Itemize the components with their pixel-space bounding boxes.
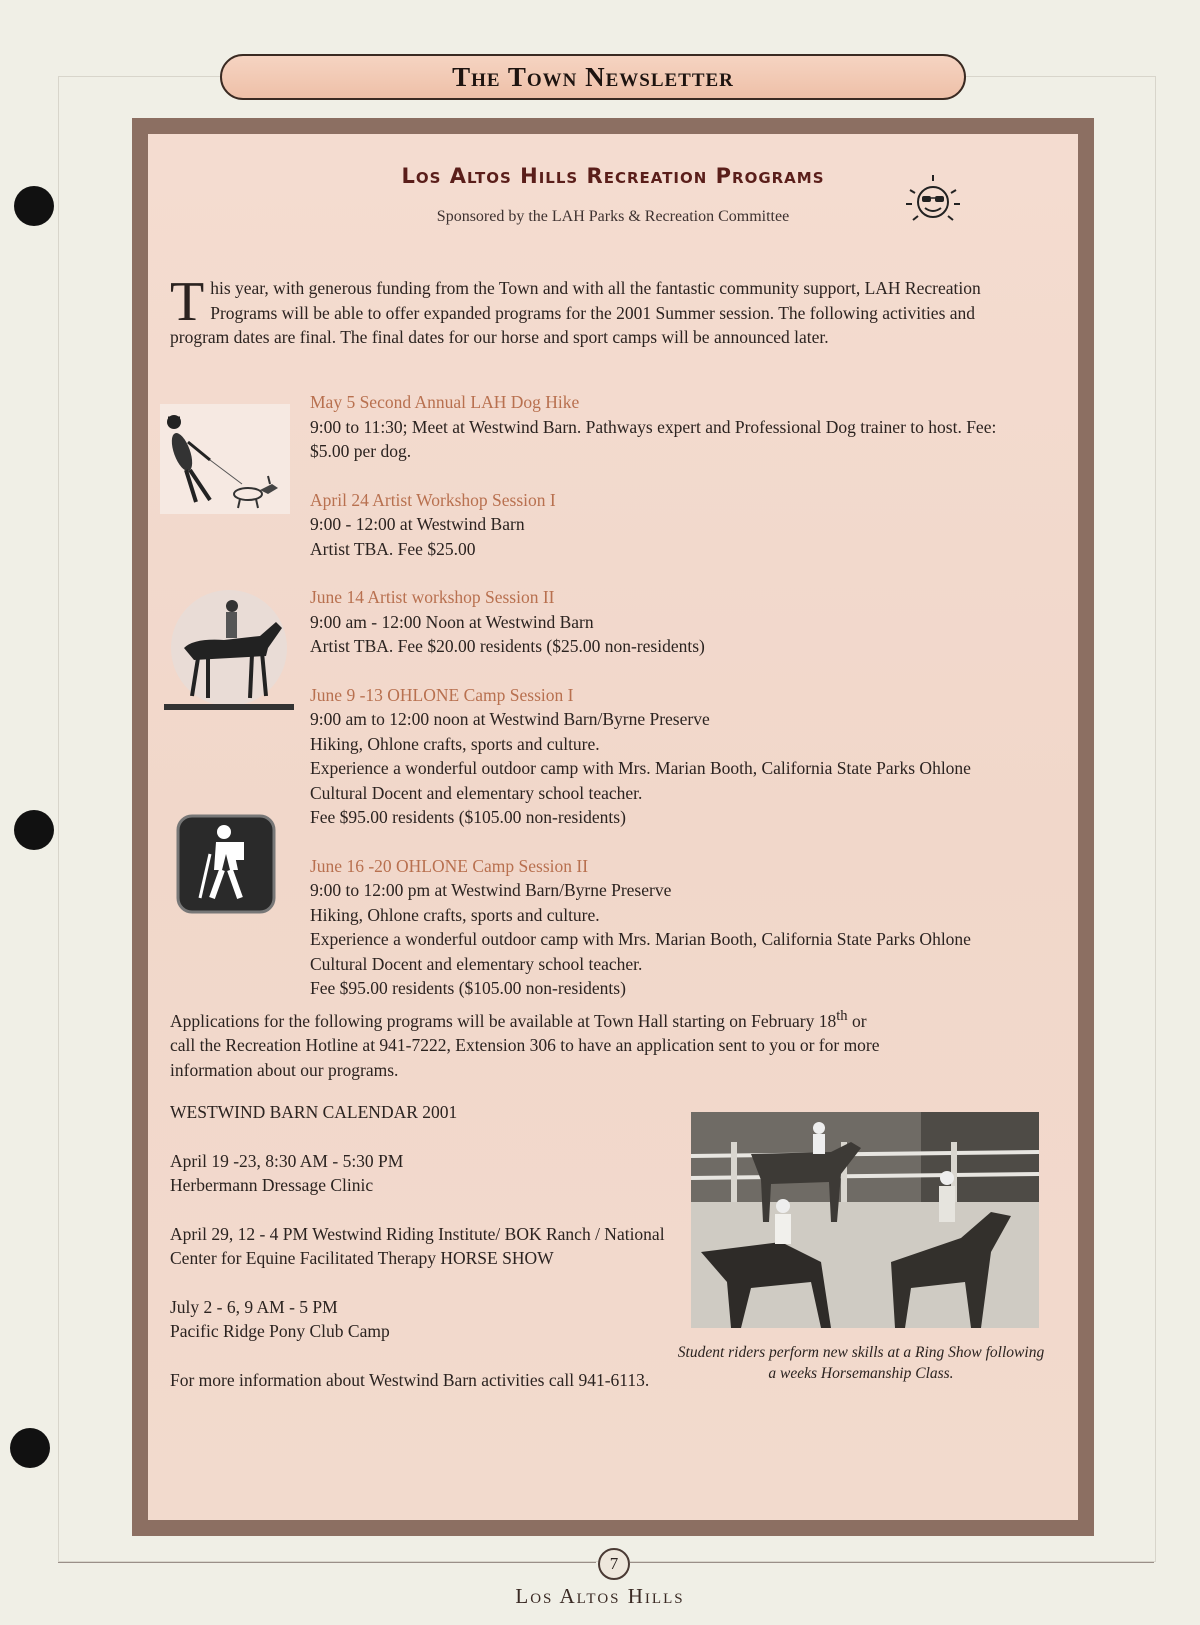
event-detail: Hiking, Ohlone crafts, sports and culture. xyxy=(310,733,600,754)
event-detail: 9:00 - 12:00 at Westwind Barn xyxy=(310,514,525,534)
calendar-entry-date: April 19 -23, 8:30 AM - 5:30 PM xyxy=(170,1150,404,1171)
applications-text-before: Applications for the following programs will be available at Town Hall starting on February 18 xyxy=(170,1010,837,1031)
box-title: Los Altos Hills Recreation Programs xyxy=(401,164,825,188)
event-detail: Artist TBA. Fee $20.00 residents ($25.00 non-residents) xyxy=(310,636,705,656)
event-heading: May 5 Second Annual LAH Dog Hike xyxy=(310,392,580,412)
calendar-title: WESTWIND BARN CALENDAR 2001 xyxy=(170,1102,458,1122)
event-item xyxy=(310,390,1030,464)
binder-hole-bottom xyxy=(10,1428,50,1468)
calendar-more-info: For more information about Westwind Barn activities call 941-6113. xyxy=(170,1369,650,1390)
event-heading: June 9 -13 OHLONE Camp Session I xyxy=(310,684,574,705)
event-heading: June 14 Artist workshop Session II xyxy=(310,587,555,607)
footer-rule-right xyxy=(630,1562,1154,1563)
page-number: 7 xyxy=(598,1548,630,1580)
footer-rule-left xyxy=(58,1562,596,1563)
event-detail: 9:00 am to 12:00 noon at Westwind Barn/Byrne Preserve xyxy=(310,709,710,729)
event-heading: June 16 -20 OHLONE Camp Session II xyxy=(310,855,589,876)
binder-hole-top xyxy=(14,186,54,226)
calendar-entry-event: Pacific Ridge Pony Club Camp xyxy=(170,1321,390,1341)
riders-photo xyxy=(691,1112,1039,1328)
applications-paragraph xyxy=(170,1004,890,1082)
intro-paragraph xyxy=(170,271,1010,350)
events-list xyxy=(310,390,1030,1025)
hiker-sign-icon xyxy=(176,814,276,914)
event-detail: 9:00 am - 12:00 Noon at Westwind Barn xyxy=(310,611,594,632)
calendar-entry-date: April 29, 12 - 4 PM Westwind Riding Institute/ BOK Ranch / National Center for Equine Facilitated Therapy HORSE SHOW xyxy=(170,1223,665,1268)
dog-walker-illustration xyxy=(160,404,290,514)
event-item xyxy=(310,488,1030,562)
event-detail: 9:00 to 11:30; Meet at Westwind Barn. Pathways expert and Professional Dog trainer to host. Fee: $5.00 per dog. xyxy=(310,416,997,461)
footer-town-name: Los Altos Hills xyxy=(515,1584,685,1608)
event-item xyxy=(310,683,1030,830)
event-item xyxy=(310,854,1030,1001)
event-detail: Artist TBA. Fee $25.00 xyxy=(310,538,476,559)
westwind-calendar xyxy=(170,1100,690,1416)
photo-caption: Student riders perform new skills at a Ring Show following a weeks Horsemanship Class. xyxy=(677,1344,1045,1382)
applications-superscript: th xyxy=(836,1008,848,1024)
event-detail: Fee $95.00 residents ($105.00 non-residents) xyxy=(310,978,626,998)
event-heading: April 24 Artist Workshop Session I xyxy=(310,489,556,510)
intro-text: his year, with generous funding from the Town and with all the fantastic community support, LAH Recreation Programs will be able to offer expanded programs for the 2001 Summer session. The following activities and program dates are final. The final dates for our horse and sport camps will be announced later. xyxy=(170,278,981,347)
calendar-entry xyxy=(170,1222,690,1271)
event-detail: 9:00 to 12:00 pm at Westwind Barn/Byrne Preserve xyxy=(310,880,672,900)
calendar-entry xyxy=(170,1149,690,1198)
drop-cap: T xyxy=(170,271,205,333)
sun-sunglasses-icon xyxy=(898,172,968,232)
calendar-entry-event: Herbermann Dressage Clinic xyxy=(170,1175,374,1195)
recreation-programs-box xyxy=(132,118,1094,1536)
binder-hole-middle xyxy=(14,810,54,850)
event-detail: Experience a wonderful outdoor camp with Mrs. Marian Booth, California State Parks Ohlone Cultural Docent and elementary school teacher. xyxy=(310,929,971,974)
event-detail: Fee $95.00 residents ($105.00 non-residents) xyxy=(310,807,626,827)
calendar-entry xyxy=(170,1295,690,1344)
event-detail: Hiking, Ohlone crafts, sports and culture. xyxy=(310,904,600,925)
horse-rider-illustration xyxy=(164,586,294,716)
applications-text-after: or call the Recreation Hotline at 941-7222, Extension 306 to have an application sent to you or for more information about our programs. xyxy=(170,1010,880,1080)
event-detail: Experience a wonderful outdoor camp with Mrs. Marian Booth, California State Parks Ohlone Cultural Docent and elementary school teacher. xyxy=(310,758,971,803)
event-item xyxy=(310,585,1030,659)
calendar-entry-date: July 2 - 6, 9 AM - 5 PM xyxy=(170,1296,338,1317)
box-subtitle: Sponsored by the LAH Parks & Recreation Committee xyxy=(436,208,790,225)
newsletter-banner: The Town Newsletter xyxy=(220,54,966,100)
